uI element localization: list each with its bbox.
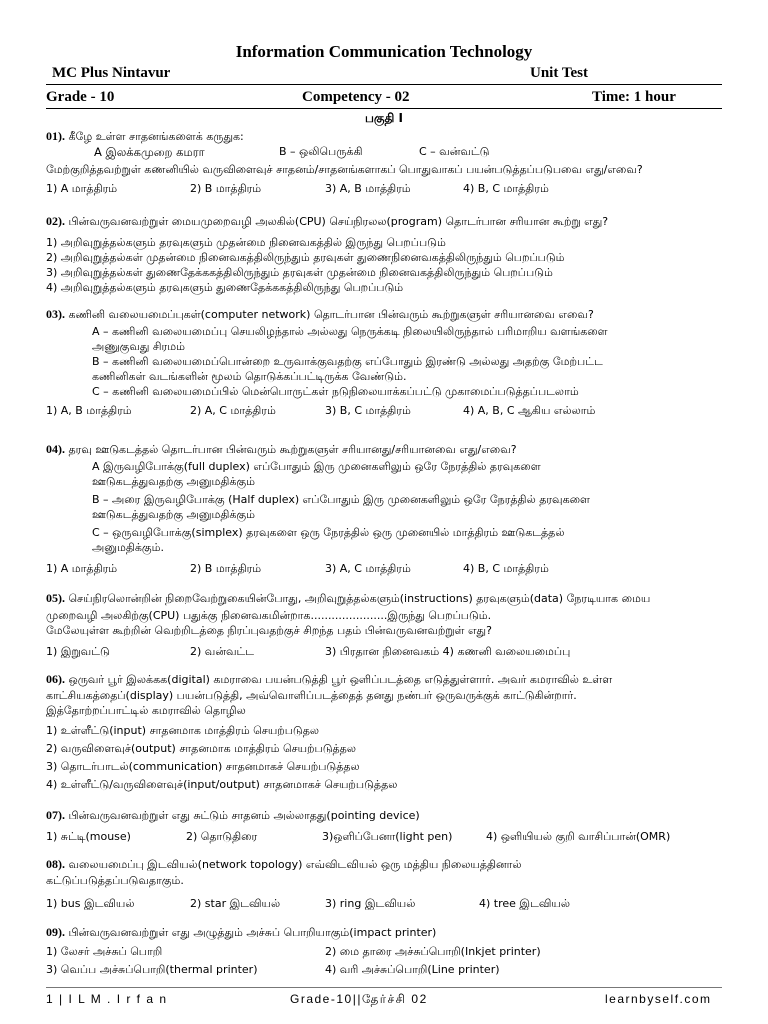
option-4[interactable]: 4) உள்ளீட்டு/வருவிளைவுச்(input/output) சாதனமாகச் செயற்படுத்தல	[46, 778, 398, 791]
statement-b: B – அரை இருவழிபோக்கு (Half duplex) எப்போதும் இரு முனைகளிலும் ஒரே நேரத்தில் தரவுகளை	[92, 493, 590, 506]
option-2[interactable]: 2) வன்வட்ட	[190, 645, 255, 658]
option-1[interactable]: 1) bus இடவியல்	[46, 897, 135, 910]
statement-b-cont: கணினிகள் வடங்களின் மூலம் தொடுக்கப்பட்டிருக்க வேண்டும்.	[92, 370, 407, 383]
question-text: ஒருவர் பூர் இலக்கக(digital) கமராவை பயன்படுத்தி பூர் ஒளிப்படத்தை எடுத்துள்ளார். அவர் கமராவில் உள்ள	[65, 673, 613, 686]
option-2[interactable]: 2) B மாத்திரம்	[190, 182, 262, 195]
question-number: 06).	[46, 672, 65, 686]
header-rule-2	[46, 108, 722, 109]
grade-label: Grade - 10	[46, 89, 115, 105]
item-c: C – வன்வட்டு	[419, 145, 490, 158]
footer-left: 1 | I L M . I r f a n	[46, 992, 168, 1006]
test-type: Unit Test	[530, 65, 588, 81]
question-text-2: மேற்குறித்தவற்றுள் கணனியில் வருவிளைவுச் சாதனம்/சாதனங்களாகப் பொதுவாகப் பயன்படுத்தப்படுபவை எது/எவை?	[46, 163, 643, 176]
question-number: 02).	[46, 214, 65, 228]
item-a: A இலக்கமுறை கமரா	[94, 145, 205, 159]
option-2[interactable]: 2) தொடுதிரை	[186, 830, 258, 843]
option-2[interactable]: 2) star இடவியல்	[190, 897, 281, 910]
statement-c-cont: அனுமதிக்கும்.	[92, 541, 164, 554]
question-text: பின்வருவனவற்றுள் மையமுறைவழி அலகில்(CPU) செய்நிரலல(program) தொடர்பான சரியான கூற்று எது?	[65, 215, 609, 228]
option-4[interactable]: 4) வரி அச்சுப்பொறி(Line printer)	[325, 963, 500, 976]
school-name: MC Plus Nintavur	[52, 65, 171, 81]
question-3	[46, 307, 722, 419]
question-text: பின்வருவனவற்றுள் எது சுட்டும் சாதனம் அல்லாதது(pointing device)	[65, 809, 420, 822]
option-3[interactable]: 3) தொடர்பாடல்(communication) சாதனமாகச் செயற்படுத்தல	[46, 760, 360, 773]
option-1[interactable]: 1) இறுவட்டு	[46, 645, 110, 658]
option-2[interactable]: 2) வருவிளைவுச்(output) சாதனமாக மாத்திரம் செயற்படுத்தல	[46, 742, 356, 755]
item-b: B – ஒலிபெருக்கி	[279, 145, 363, 158]
option-2[interactable]: 2) A, C மாத்திரம்	[190, 404, 276, 417]
question-number: 05).	[46, 591, 65, 605]
option-3[interactable]: 3) அறிவுறுத்தல்கள் துணைதேக்ககத்திலிருந்தும் தரவுகள் முதன்மை நினைவகத்திலிருந்தும் பெறப்படும்	[46, 266, 553, 279]
question-8	[46, 857, 722, 912]
option-4[interactable]: 4) tree இடவியல்	[479, 897, 570, 910]
question-text: தரவு ஊடுகடத்தல் தொடர்பான பின்வரும் கூற்றுகளுள் சரியானது/சரியானவை எது/எவை?	[65, 443, 517, 456]
statement-a-cont: ஊடுகடத்துவதற்கு அனுமதிக்கும்	[92, 475, 255, 488]
document-title: Information Communication Technology	[235, 42, 533, 61]
option-3[interactable]: 3) A, C மாத்திரம்	[325, 562, 411, 575]
option-3[interactable]: 3) B, C மாத்திரம்	[325, 404, 411, 417]
part-label: பகுதி I	[365, 111, 403, 125]
question-number: 01).	[46, 129, 65, 143]
question-text: வலையமைப்பு இடவியல்(network topology) எவ்விடவியல் ஒரு மத்திய நிலையத்தினால்	[65, 858, 522, 871]
question-number: 09).	[46, 925, 65, 939]
option-4[interactable]: 4) ஒளியியல் குறி வாசிப்பான்(OMR)	[486, 830, 671, 843]
question-6	[46, 672, 722, 794]
option-4[interactable]: 4) B, C மாத்திரம்	[463, 182, 549, 195]
competency-label: Competency - 02	[302, 89, 410, 105]
header-rule-1	[46, 84, 722, 85]
option-1[interactable]: 1) சுட்டி(mouse)	[46, 830, 131, 843]
footer-rule	[46, 987, 722, 988]
option-2[interactable]: 2) அறிவுறுத்தல்கள் முதன்மை நினைவகத்திலிருந்தும் தரவுகள் துணைநினைவகத்திலிருந்தும் பெறப்படும்	[46, 251, 565, 264]
statement-c: C – கணினி வலையமைப்பில் மென்பொருட்கள் நடுநிலையாக்கப்பட்டு முகாமைப்படுத்தப்படலாம்	[92, 385, 579, 398]
option-1[interactable]: 1) உள்ளீட்டு(input) சாதனமாக மாத்திரம் செயற்படுதல	[46, 724, 320, 737]
option-1[interactable]: 1) லேசர் அச்சுப் பொறி	[46, 945, 163, 958]
statement-a-cont: அணுகுவது சிரமம்	[92, 340, 185, 353]
option-1[interactable]: 1) A மாத்திரம்	[46, 182, 118, 195]
question-1	[46, 129, 722, 197]
option-1[interactable]: 1) அறிவுறுத்தல்களும் தரவுகளும் முதன்மை நினைவகத்தில் இருந்து பெறப்படும்	[46, 236, 446, 249]
statement-a: A இருவழிபோக்கு(full duplex) எப்போதும் இரு முனைகளிலும் ஒரே நேரத்தில் தரவுகளை	[92, 460, 541, 473]
option-3[interactable]: 3)ஒளிப்பேனா(light pen)	[322, 830, 453, 843]
option-1[interactable]: 1) A, B மாத்திரம்	[46, 404, 132, 417]
question-number: 04).	[46, 442, 65, 456]
question-text: கணினி வலையமைப்புகள்(computer network) தொடர்பான பின்வரும் கூற்றுகளுள் சரியானவை எவை?	[65, 308, 594, 321]
statement-b: B – கணினி வலையமைப்பொன்றை உருவாக்குவதற்கு எப்போதும் இரண்டு அல்லது அதற்கு மேற்பட்ட	[92, 355, 603, 368]
question-text-2: காட்சியகத்தைப்(display) பயன்படுத்தி, அவ்வொளிப்படத்தைத் தனது நண்பர் ஒருவருக்குக் காட்டுகின்றார்.	[46, 689, 577, 702]
question-number: 08).	[46, 857, 65, 871]
footer-center: Grade-10||தேர்ச்சி 02	[290, 992, 428, 1006]
option-3[interactable]: 3) வெப்ப அச்சுப்பொறி(thermal printer)	[46, 963, 258, 976]
statement-a: A – கணினி வலையமைப்பு செயலிழந்தால் அல்லது நெருக்கடி நிலையிலிருந்தால் பரிமாறிய வளங்களை	[92, 325, 608, 338]
option-3[interactable]: 3) A, B மாத்திரம்	[325, 182, 411, 195]
option-3[interactable]: 3) ring இடவியல்	[325, 897, 416, 910]
question-text-2: கட்டுப்படுத்தப்படுவதாகும்.	[46, 874, 184, 887]
question-7	[46, 808, 722, 845]
question-4	[46, 442, 722, 577]
question-2	[46, 214, 722, 295]
question-text-2: முறைவழி அலகிற்கு(CPU) பதுக்கு நினைவகமின்றாக......................இருந்து பெறப்படும்.	[46, 609, 492, 622]
option-2[interactable]: 2) மை தாரை அச்சுப்பொறி(Inkjet printer)	[325, 945, 541, 958]
question-5	[46, 591, 722, 660]
option-2[interactable]: 2) B மாத்திரம்	[190, 562, 262, 575]
question-text-3: மேலேயுள்ள கூற்றின் வெற்றிடத்தை நிரப்புவதற்குச் சிறந்த பதம் பின்வருவனவற்றுள் எது?	[46, 624, 492, 637]
question-number: 03).	[46, 307, 65, 321]
statement-c: C – ஒருவழிபோக்கு(simplex) தரவுகளை ஒரு நேரத்தில் ஒரு முனையில் மாத்திரம் ஊடுகடத்தல்	[92, 526, 565, 539]
option-4[interactable]: 4) B, C மாத்திரம்	[463, 562, 549, 575]
question-text: கீழே உள்ள சாதனங்களைக் கருதுக:	[65, 130, 244, 143]
statement-b-cont: ஊடுகடத்துவதற்கு அனுமதிக்கும்	[92, 508, 255, 521]
footer-right[interactable]: learnbyself.com	[605, 992, 712, 1006]
option-1[interactable]: 1) A மாத்திரம்	[46, 562, 118, 575]
question-number: 07).	[46, 808, 65, 822]
question-text: பின்வருவனவற்றுள் எது அழுத்தும் அச்சுப் பொறியாகும்(impact printer)	[65, 926, 437, 939]
question-text: செய்நிரலொன்றின் நிறைவேற்றுகையின்போது, அறிவுறுத்தல்களும்(instructions) தரவுகளும்(data) நேரடியாக மைய	[65, 592, 651, 605]
option-3-4[interactable]: 3) பிரதான நினைவகம் 4) கணனி வலையமைப்பு	[325, 645, 571, 658]
option-4[interactable]: 4) அறிவுறுத்தல்களும் தரவுகளும் துணைதேக்ககத்திலிருந்து பெறப்படும்	[46, 281, 404, 294]
question-9	[46, 925, 722, 978]
option-4[interactable]: 4) A, B, C ஆகிய எல்லாம்	[463, 404, 596, 417]
question-text-3: இத்தோற்றப்பாட்டில் கமராவில் தொழில	[46, 704, 246, 717]
time-label: Time: 1 hour	[592, 89, 676, 105]
